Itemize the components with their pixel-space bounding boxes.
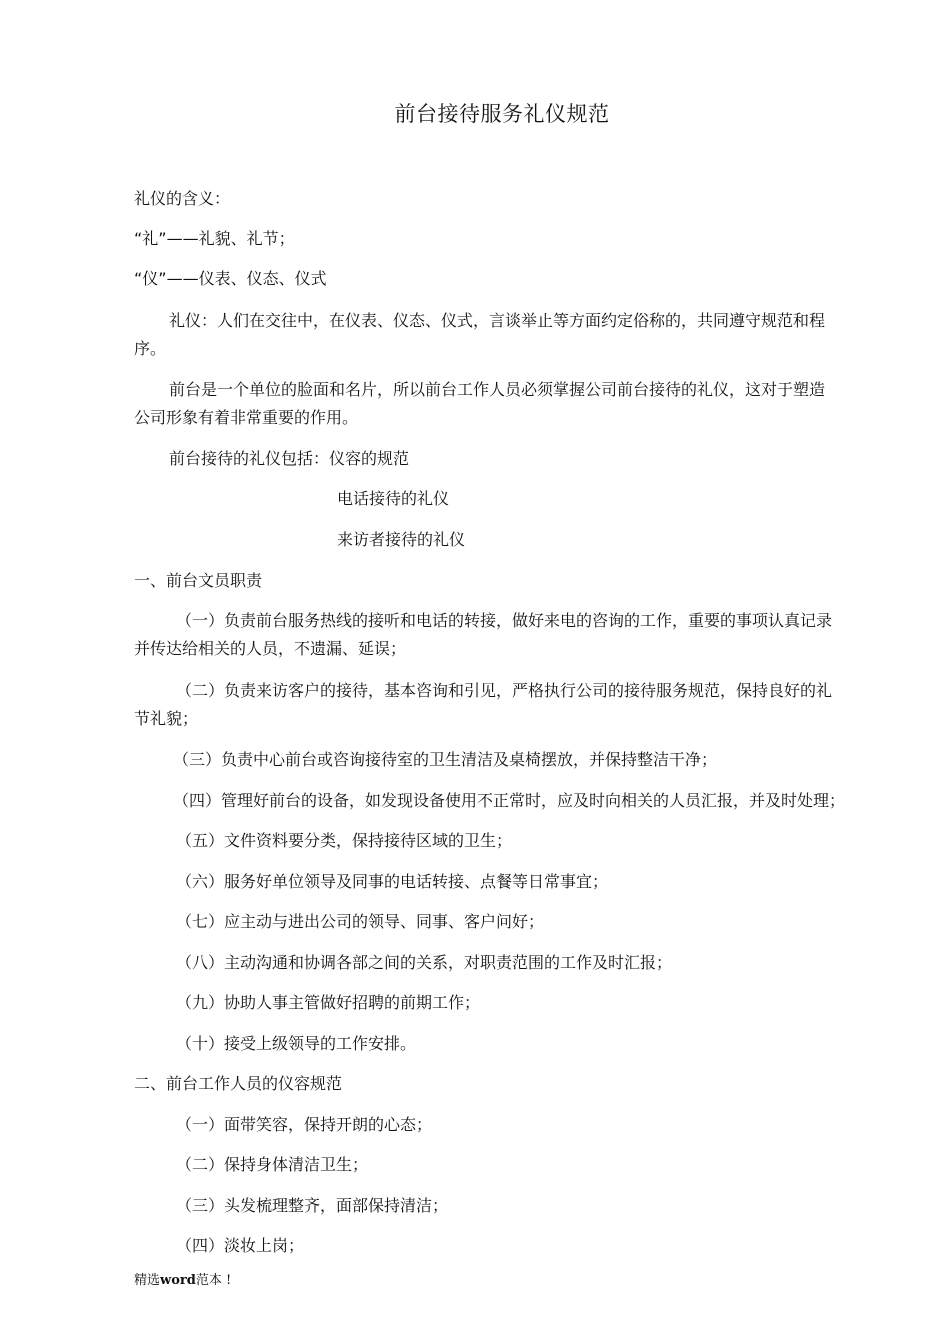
section1-heading: 一、前台文员职责	[134, 571, 263, 590]
includes-label: 前台接待的礼仪包括：仪容的规范	[169, 449, 410, 468]
importance-line2: 公司形象有着非常重要的作用。	[134, 408, 359, 427]
includes-item-phone: 电话接待的礼仪	[337, 489, 450, 508]
section2-heading: 二、前台工作人员的仪容规范	[134, 1074, 343, 1093]
liyi-definition-line2: 序。	[134, 339, 167, 358]
section2-item2: （二）保持身体清洁卫生；	[176, 1155, 369, 1174]
section1-item1-line1: （一）负责前台服务热线的接听和电话的转接，做好来电的咨询的工作，重要的事项认真记录	[176, 611, 833, 630]
section1-item4: （四）管理好前台的设备，如发现设备使用不正常时，应及时向相关的人员汇报，并及时处理；	[173, 791, 846, 810]
footer-prefix: 精选	[134, 1273, 161, 1288]
section1-item6: （六）服务好单位领导及同事的电话转接、点餐等日常事宜；	[176, 872, 609, 891]
includes-item-visitor: 来访者接待的礼仪	[337, 530, 466, 549]
section2-item4: （四）淡妆上岗；	[176, 1236, 305, 1255]
liyi-definition-line1: 礼仪：人们在交往中，在仪表、仪态、仪式，言谈举止等方面约定俗称的，共同遵守规范和程	[169, 311, 826, 330]
section2-item1: （一）面带笑容，保持开朗的心态；	[176, 1115, 433, 1134]
page-footer	[134, 1269, 231, 1288]
importance-line1: 前台是一个单位的脸面和名片，所以前台工作人员必须掌握公司前台接待的礼仪，这对于塑造	[169, 380, 826, 399]
document-title: 前台接待服务礼仪规范	[394, 102, 610, 126]
section1-item8: （八）主动沟通和协调各部之间的关系，对职责范围的工作及时汇报；	[176, 953, 673, 972]
yi-definition: “仪”——仪表、仪态、仪式	[134, 269, 327, 288]
li-definition: “礼”——礼貌、礼节；	[134, 229, 295, 248]
footer-word: word	[160, 1273, 196, 1288]
section1-item3: （三）负责中心前台或咨询接待室的卫生清洁及桌椅摆放，并保持整洁干净；	[173, 750, 718, 769]
section2-item3: （三）头发梳理整齐，面部保持清洁；	[176, 1196, 449, 1215]
section1-item10: （十）接受上级领导的工作安排。	[176, 1034, 417, 1053]
footer-suffix: 范本 !	[195, 1273, 232, 1288]
section1-item7: （七）应主动与进出公司的领导、同事、客户问好；	[176, 912, 545, 931]
meaning-heading: 礼仪的含义：	[134, 189, 231, 208]
section1-item5: （五）文件资料要分类，保持接待区域的卫生；	[176, 831, 513, 850]
section1-item2-line1: （二）负责来访客户的接待，基本咨询和引见，严格执行公司的接待服务规范，保持良好的礼	[176, 681, 833, 700]
section1-item1-line2: 并传达给相关的人员，不遗漏、延误；	[134, 639, 407, 658]
section1-item2-line2: 节礼貌；	[134, 709, 199, 728]
section1-item9: （九）协助人事主管做好招聘的前期工作；	[176, 993, 481, 1012]
